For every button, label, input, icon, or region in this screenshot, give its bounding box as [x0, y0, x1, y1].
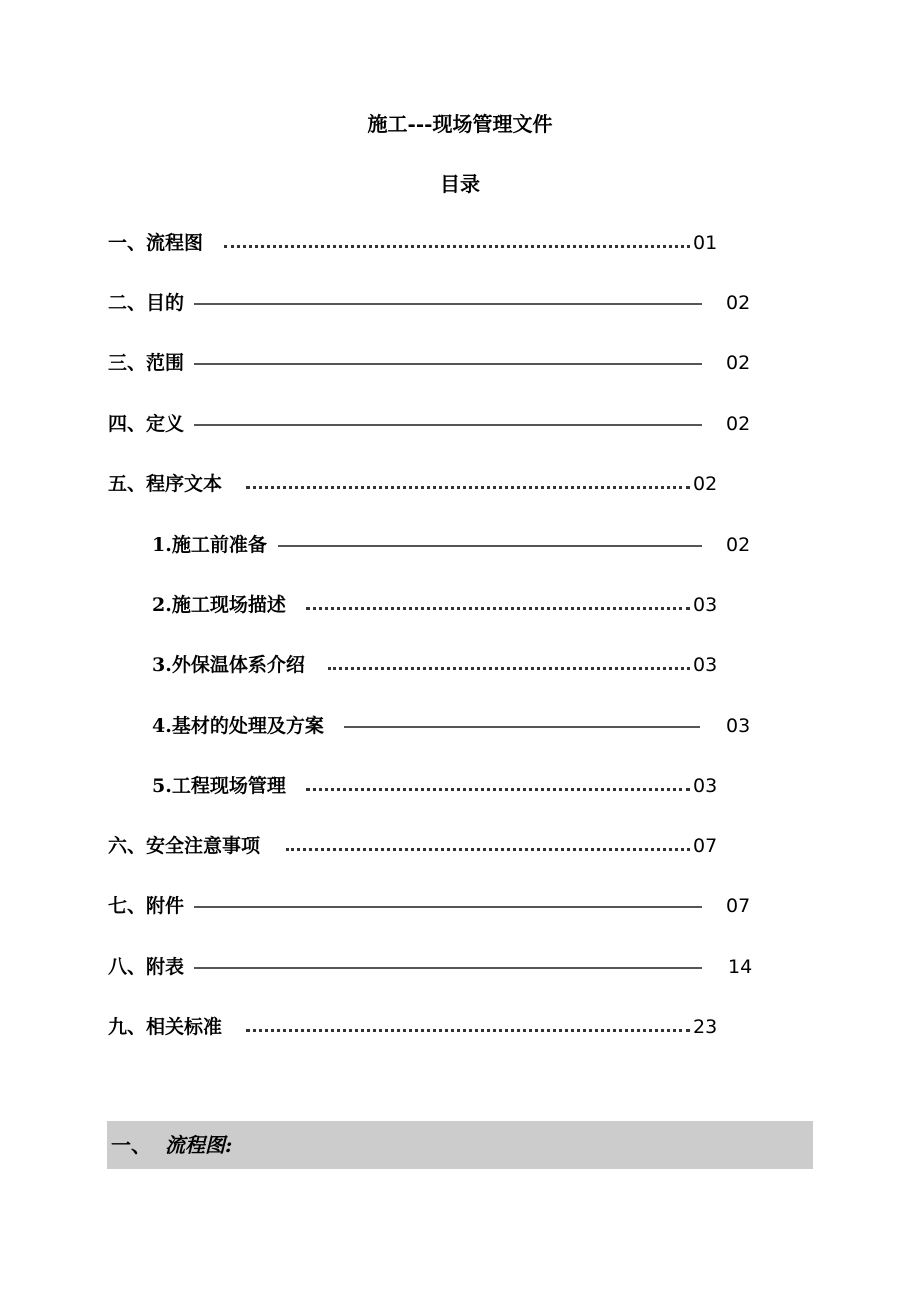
toc-entry-label: 2.施工现场描述 [152, 594, 286, 616]
toc-leader-dots [246, 1029, 690, 1032]
toc-entry-page: 02 [693, 473, 718, 495]
toc-entry-page: 01 [693, 232, 718, 254]
toc-leader-line [194, 424, 702, 426]
toc-entry-label: 九、相关标准 [108, 1016, 223, 1038]
toc-entry-purpose[interactable] [108, 289, 768, 317]
toc-leader-dots [306, 607, 690, 610]
toc-subentry-substrate-treatment[interactable] [152, 712, 768, 740]
toc-entry-safety[interactable] [108, 832, 748, 860]
toc-entry-page: 03 [693, 775, 718, 797]
toc-entry-procedure[interactable] [108, 470, 748, 498]
toc-leader-line [194, 967, 702, 969]
toc-leader-line [194, 906, 702, 908]
toc-entry-label: 三、范围 [108, 352, 185, 374]
toc-entry-page: 02 [726, 534, 751, 556]
toc-entry-label: 八、附表 [108, 956, 185, 978]
toc-entry-scope[interactable] [108, 349, 768, 377]
toc-entry-label: 四、定义 [108, 413, 185, 435]
toc-entry-label: 4.基材的处理及方案 [152, 715, 324, 737]
toc-leader-dots [306, 788, 690, 791]
toc-heading: 目录 [440, 172, 480, 196]
toc-entry-schedules[interactable] [108, 953, 768, 981]
toc-entry-label: 六、安全注意事项 [108, 835, 261, 857]
toc-entry-page: 02 [726, 292, 751, 314]
section-title: 流程图: [165, 1133, 233, 1157]
toc-entry-page: 23 [693, 1016, 718, 1038]
toc-leader-line [194, 363, 702, 365]
toc-entry-page: 03 [726, 715, 751, 737]
document-title: 施工---现场管理文件 [367, 112, 553, 136]
toc-subentry-site-description[interactable] [152, 591, 748, 619]
toc-entry-definitions[interactable] [108, 410, 768, 438]
toc-leader-dots [224, 245, 690, 248]
toc-entry-label: 七、附件 [108, 895, 185, 917]
section-number: 一、 [111, 1133, 151, 1157]
toc-entry-page: 02 [726, 352, 751, 374]
toc-entry-page: 07 [726, 895, 751, 917]
toc-entry-label: 一、流程图 [108, 232, 204, 254]
toc-entry-label: 5.工程现场管理 [152, 775, 286, 797]
toc-entry-page: 14 [728, 956, 753, 978]
toc-leader-dots [286, 848, 690, 851]
toc-subentry-site-management[interactable] [152, 772, 748, 800]
toc-entry-page: 02 [726, 413, 751, 435]
toc-subentry-preparation[interactable] [152, 531, 768, 559]
toc-entry-label: 二、目的 [108, 292, 185, 314]
toc-entry-flowchart[interactable] [108, 229, 748, 257]
toc-leader-line [344, 726, 700, 728]
toc-leader-dots [328, 667, 690, 670]
toc-entry-page: 03 [693, 594, 718, 616]
toc-leader-line [278, 545, 702, 547]
toc-entry-page: 03 [693, 654, 718, 676]
toc-entry-page: 07 [693, 835, 718, 857]
toc-entry-label: 1.施工前准备 [152, 534, 267, 556]
toc-subentry-insulation-system[interactable] [152, 651, 748, 679]
toc-leader-line [194, 303, 702, 305]
toc-leader-dots [246, 486, 690, 489]
toc-entry-attachments[interactable] [108, 892, 768, 920]
toc-entry-standards[interactable] [108, 1013, 748, 1041]
section-heading-bar [107, 1121, 813, 1169]
toc-entry-label: 五、程序文本 [108, 473, 223, 495]
toc-entry-label: 3.外保温体系介绍 [152, 654, 305, 676]
